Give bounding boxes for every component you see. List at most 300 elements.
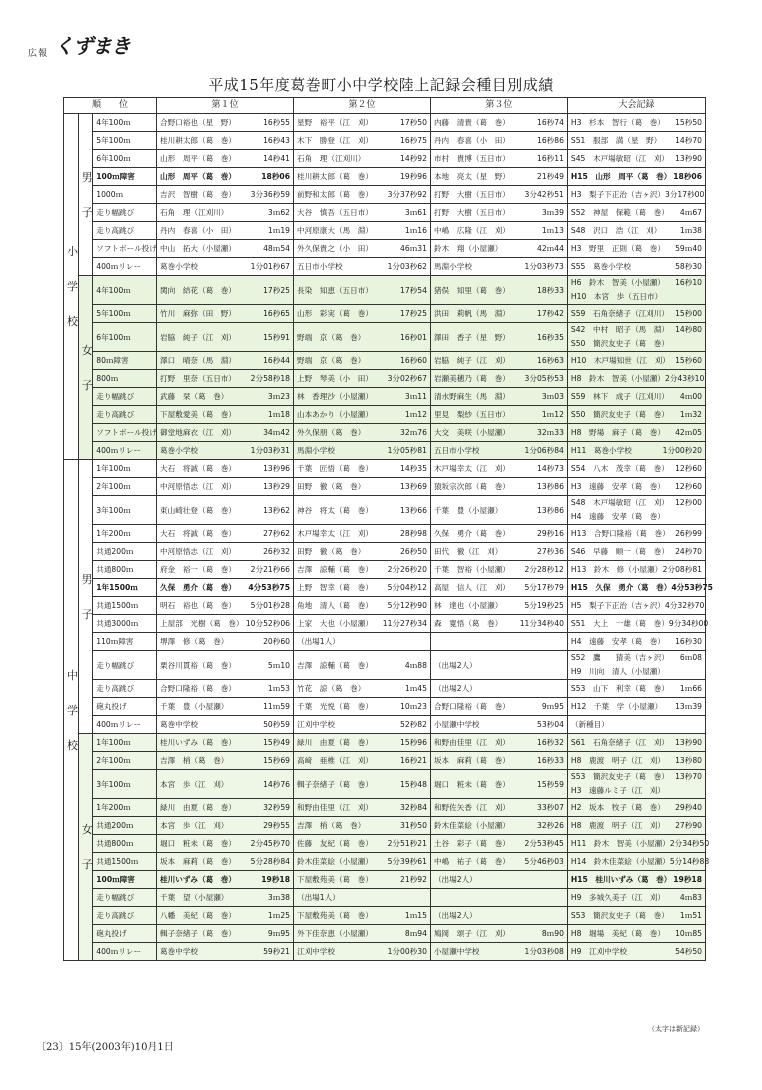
athlete-name: 打野 大樹（五日市） xyxy=(433,208,510,217)
first-place-cell xyxy=(157,424,294,442)
result-value: 28秒98 xyxy=(400,529,427,538)
result-value: 4ｍ00 xyxy=(679,392,702,401)
meet-record-cell xyxy=(567,525,705,543)
table-row xyxy=(64,615,706,633)
sex-label: 女 子 xyxy=(78,276,93,460)
athlete-name: 桂川耕太郎（葛 巻） xyxy=(160,136,236,145)
result-value: 46ｍ31 xyxy=(400,244,427,253)
first-place-cell xyxy=(157,716,294,734)
first-place-cell xyxy=(157,496,294,525)
result-value: 8ｍ94 xyxy=(404,929,427,938)
meet-record-cell xyxy=(567,698,705,716)
third-place-cell xyxy=(430,799,567,817)
third-place-cell xyxy=(430,258,567,276)
result-value: 29秒16 xyxy=(536,529,564,538)
result-value: 19秒18 xyxy=(261,875,290,884)
sex-label: 男 子 xyxy=(78,460,93,734)
first-place-cell xyxy=(157,579,294,597)
result-value: 4ｍ88 xyxy=(404,660,427,670)
table-row xyxy=(64,853,706,871)
result-value: 13秒66 xyxy=(400,505,427,515)
table-row xyxy=(64,150,706,168)
athlete-name: H10 木戸場知世（江 刈） xyxy=(570,356,670,365)
result-value: 4ｍ67 xyxy=(679,208,702,217)
first-place-cell xyxy=(157,258,294,276)
athlete-name: 合野口隆裕（葛 巻） xyxy=(160,684,236,693)
result-value: 26秒32 xyxy=(263,547,290,556)
event-name: 400ｍリレー xyxy=(93,943,157,961)
meet-record-cell xyxy=(567,132,705,150)
event-name: 共通1500ｍ xyxy=(93,597,157,615)
table-row xyxy=(64,132,706,150)
athlete-name: 長染 知恵（五日市） xyxy=(297,285,373,295)
table-row xyxy=(64,525,706,543)
legend-note: （太字は新記録） xyxy=(648,1025,704,1033)
athlete-name: 小屋瀬中学校 xyxy=(433,947,480,956)
meet-record-cell xyxy=(567,388,705,406)
third-place-cell xyxy=(430,633,567,651)
athlete-name: 佐藤 友紀（葛 巻） xyxy=(297,839,373,848)
athlete-name: 高﨑 亜椎（江 刈） xyxy=(297,756,373,765)
athlete-name: 大交 美咲（小屋瀬） xyxy=(433,428,510,437)
athlete-name: H8 鈴木 智美（小屋瀬） xyxy=(570,374,665,383)
athlete-name: 千葉 匠悟（葛 巻） xyxy=(297,464,373,473)
athlete-name: H14 鈴木佳菜絵（小屋瀬） xyxy=(570,857,670,866)
athlete-name: H3 杉本 智行（葛 巻） xyxy=(570,118,665,127)
athlete-name: 吉澤 梢（葛 巻） xyxy=(160,756,229,765)
result-value: 2分45秒70 xyxy=(250,839,290,848)
athlete-name: 葛巻小学校 xyxy=(160,446,199,455)
athlete-name: S48 沢口 浩（江 刈） xyxy=(570,226,662,235)
first-place-cell xyxy=(157,698,294,716)
result-value: 27秒36 xyxy=(536,547,564,556)
table-row xyxy=(64,276,706,305)
athlete-name: 吉澤 諒輔（葛 巻） xyxy=(297,565,373,574)
athlete-name: 下屋敷愛美（葛 巻） xyxy=(160,410,236,419)
result-value: 31秒50 xyxy=(400,821,427,830)
athlete-name: H9 多城久美子（江 刈） xyxy=(570,893,665,902)
result-value: 4分53秒75 xyxy=(671,583,713,592)
result-value: 15秒69 xyxy=(263,756,290,765)
first-place-cell xyxy=(157,651,294,680)
meet-record-cell xyxy=(567,716,705,734)
meet-record-cell xyxy=(567,680,705,698)
athlete-name: 山形 彩実（葛 巻） xyxy=(297,309,373,318)
result-value: 11ｍ59 xyxy=(263,702,290,711)
result-value: 54秒50 xyxy=(675,947,702,956)
athlete-name: 馬淵小学校 xyxy=(433,262,472,271)
athlete-name: 桂川いずみ（葛 巻） xyxy=(160,875,236,884)
result-value: 50秒59 xyxy=(263,720,290,729)
first-place-cell xyxy=(157,478,294,496)
result-value: 5分39秒61 xyxy=(387,857,427,866)
athlete-name: S59 林下 成子（江刈川） xyxy=(570,392,669,401)
result-value: 2分28秒12 xyxy=(524,565,564,574)
athlete-name: 江刈中学校 xyxy=(297,947,335,956)
athlete-name: 五日市小学校 xyxy=(297,262,343,271)
athlete-name: 大谷 慎吾（五日市） xyxy=(297,208,373,217)
third-place-cell xyxy=(430,889,567,907)
table-row xyxy=(64,597,706,615)
header-third: 第３位 xyxy=(430,98,567,114)
result-value: 1分03秒73 xyxy=(524,262,564,271)
third-place-cell xyxy=(430,817,567,835)
first-place-cell xyxy=(157,406,294,424)
athlete-name: 澤口 晴奈（馬 淵） xyxy=(160,356,236,365)
athlete-name: H9 川向 清人（小屋瀬） xyxy=(570,667,665,676)
athlete-name: 田野 徹（葛 巻） xyxy=(297,547,366,556)
result-value: 12秒60 xyxy=(675,482,702,491)
third-place-cell xyxy=(430,525,567,543)
athlete-name: （出場2人） xyxy=(433,875,477,884)
athlete-name: H13 合野口隆裕（葛 巻） xyxy=(570,529,670,538)
meet-record-cell xyxy=(567,597,705,615)
result-value: 19秒18 xyxy=(673,875,702,884)
event-name: 4年100ｍ xyxy=(93,114,157,132)
result-value: 3ｍ23 xyxy=(267,392,290,401)
result-value: 16秒11 xyxy=(536,154,564,163)
athlete-name: 土谷 彩子（葛 巻） xyxy=(433,839,510,848)
meet-record-cell xyxy=(567,752,705,770)
athlete-name: 下屋敷苑美（葛 巻） xyxy=(297,911,373,920)
result-value: 3分02秒67 xyxy=(387,374,427,383)
second-place-cell xyxy=(294,276,431,305)
first-place-cell xyxy=(157,752,294,770)
result-value: 32秒59 xyxy=(263,803,290,812)
third-place-cell xyxy=(430,305,567,323)
second-place-cell xyxy=(294,496,431,525)
athlete-name: 角地 清人（葛 巻） xyxy=(297,601,373,610)
second-place-cell xyxy=(294,186,431,204)
result-value: 3ｍ38 xyxy=(267,893,290,902)
result-value: 19秒96 xyxy=(400,172,427,181)
athlete-name: 岩脇 純子（江 刈） xyxy=(433,356,510,365)
athlete-name: 久保 勇介（葛 巻） xyxy=(433,529,510,538)
result-value: 16秒30 xyxy=(675,637,702,646)
event-name: 走り幅跳び xyxy=(93,388,157,406)
athlete-name: 江刈中学校 xyxy=(297,720,335,729)
result-value: 1ｍ38 xyxy=(679,226,702,235)
result-value: 2分43秒10 xyxy=(664,374,705,383)
athlete-name: H6 鈴木 智美（小屋瀬） xyxy=(570,278,665,287)
second-place-cell xyxy=(294,817,431,835)
meet-record-cell xyxy=(567,168,705,186)
second-place-cell xyxy=(294,388,431,406)
event-name: 100ｍ障害 xyxy=(93,168,157,186)
athlete-name: 神谷 将太（葛 巻） xyxy=(297,505,373,515)
athlete-name: 中河原悟志（江 刈） xyxy=(160,482,236,491)
event-name: 砲丸投げ xyxy=(93,698,157,716)
result-value: 10ｍ23 xyxy=(400,702,427,711)
table-row xyxy=(64,680,706,698)
second-place-cell xyxy=(294,240,431,258)
athlete-name: 和野由佳里（江 刈） xyxy=(433,738,510,747)
table-header-row xyxy=(64,98,706,114)
result-value: 3ｍ61 xyxy=(404,208,427,217)
second-place-cell xyxy=(294,680,431,698)
result-value: 34ｍ42 xyxy=(263,428,290,437)
result-value: 52秒82 xyxy=(400,720,427,729)
result-value: 6ｍ08 xyxy=(679,653,702,662)
table-row xyxy=(64,752,706,770)
second-place-cell xyxy=(294,651,431,680)
athlete-name: S50 簡沢友史子（葛 巻） xyxy=(570,410,669,419)
result-value: 4分53秒75 xyxy=(248,583,290,592)
result-value: 18秒33 xyxy=(536,285,564,295)
result-value: 13秒80 xyxy=(675,756,702,765)
first-place-cell xyxy=(157,770,294,799)
result-value: 5分28秒84 xyxy=(250,857,290,866)
first-place-cell xyxy=(157,186,294,204)
result-value: 3分37秒92 xyxy=(387,190,427,199)
table-row xyxy=(64,734,706,752)
first-place-cell xyxy=(157,132,294,150)
header-rank: 順 位 xyxy=(64,98,157,114)
result-value: 27秒90 xyxy=(675,821,702,830)
result-value: 16秒65 xyxy=(263,309,290,318)
result-value: 32ｍ33 xyxy=(536,428,564,437)
result-value: 1ｍ45 xyxy=(404,684,427,693)
athlete-name: S53 簡沢友史子（葛 巻） xyxy=(570,772,669,781)
athlete-name: 吉沢 智樹（葛 巻） xyxy=(160,190,236,199)
athlete-name: （出場2人） xyxy=(433,660,477,670)
third-place-cell xyxy=(430,132,567,150)
athlete-name: 竹川 麻弥（田 野） xyxy=(160,309,236,318)
event-name: 80ｍ障害 xyxy=(93,352,157,370)
athlete-name: 市村 貴博（五日市） xyxy=(433,154,510,163)
first-place-cell xyxy=(157,817,294,835)
result-value: 1ｍ15 xyxy=(404,911,427,920)
result-value: 16秒60 xyxy=(400,356,427,365)
athlete-name: 本宮 歩（江 刈） xyxy=(160,779,229,789)
result-value: 16秒63 xyxy=(536,356,564,365)
event-name: 6年100ｍ xyxy=(93,150,157,168)
second-place-cell xyxy=(294,770,431,799)
first-place-cell xyxy=(157,305,294,323)
result-value: 1ｍ66 xyxy=(679,684,702,693)
meet-record-cell xyxy=(567,734,705,752)
result-value: 32秒26 xyxy=(536,821,564,830)
second-place-cell xyxy=(294,925,431,943)
first-place-cell xyxy=(157,889,294,907)
first-place-cell xyxy=(157,370,294,388)
athlete-name: （出場1人） xyxy=(297,637,340,646)
first-place-cell xyxy=(157,222,294,240)
third-place-cell xyxy=(430,597,567,615)
result-value: 15秒96 xyxy=(400,738,427,747)
event-name: 共通200ｍ xyxy=(93,543,157,561)
athlete-name: 澤田 香子（星 野） xyxy=(433,332,510,342)
meet-record-cell xyxy=(567,925,705,943)
result-value: 14秒35 xyxy=(400,464,427,473)
athlete-name: 上家 大也（小屋瀬） xyxy=(297,619,373,628)
result-value: 24秒70 xyxy=(675,547,702,556)
table-row xyxy=(64,579,706,597)
event-name: 走り高跳び xyxy=(93,907,157,925)
third-place-cell xyxy=(430,615,567,633)
result-value: 15秒00 xyxy=(675,309,702,318)
athlete-name: 合野口裕也（星 野） xyxy=(160,118,236,127)
third-place-cell xyxy=(430,871,567,889)
third-place-cell xyxy=(430,853,567,871)
event-name: 2年100ｍ xyxy=(93,478,157,496)
second-place-cell xyxy=(294,579,431,597)
athlete-name: H3 梨子下正治（吉ヶ沢） xyxy=(570,190,665,199)
athlete-name: 中嶋 広隆（江 刈） xyxy=(433,226,510,235)
athlete-name: 鈴木佳菜絵（小屋瀬） xyxy=(433,821,510,830)
event-name: 1年100ｍ xyxy=(93,734,157,752)
event-name: 走り高跳び xyxy=(93,680,157,698)
result-value: 1ｍ19 xyxy=(267,226,290,235)
meet-record-cell xyxy=(567,305,705,323)
third-place-cell xyxy=(430,680,567,698)
second-place-cell xyxy=(294,561,431,579)
results-table xyxy=(63,97,713,961)
athlete-name: 堀口 粧未（葛 巻） xyxy=(160,839,236,848)
event-name: 砲丸投げ xyxy=(93,925,157,943)
third-place-cell xyxy=(430,496,567,525)
table-row xyxy=(64,442,706,460)
meet-record-cell xyxy=(567,907,705,925)
first-place-cell xyxy=(157,799,294,817)
athlete-name: H15 久保 勇介（葛 巻） xyxy=(570,583,672,592)
athlete-name: 石角 理（江刈川） xyxy=(160,208,229,217)
result-value: 13秒90 xyxy=(675,154,702,163)
table-row xyxy=(64,478,706,496)
third-place-cell xyxy=(430,835,567,853)
result-value: 32ｍ76 xyxy=(400,428,427,437)
result-value: 17秒25 xyxy=(400,309,427,318)
athlete-name: 坂本 麻莉（葛 巻） xyxy=(160,857,236,866)
result-value: 29秒40 xyxy=(675,803,702,812)
second-place-cell xyxy=(294,525,431,543)
header-second: 第２位 xyxy=(294,98,431,114)
result-value: 13秒29 xyxy=(263,482,290,491)
result-value: 3ｍ62 xyxy=(267,208,290,217)
result-value: 5分04秒12 xyxy=(387,583,427,592)
athlete-name: 千葉 豊（小屋瀬） xyxy=(433,505,503,515)
table-row xyxy=(64,258,706,276)
athlete-name: 久保 勇介（葛 巻） xyxy=(160,583,236,592)
athlete-name: H11 葛巻小学校 xyxy=(570,446,632,455)
athlete-name: H8 鹿渡 明子（江 刈） xyxy=(570,821,665,830)
second-place-cell xyxy=(294,752,431,770)
result-value: 2分51秒21 xyxy=(387,839,427,848)
athlete-name: 前野和太郎（葛 巻） xyxy=(297,190,373,199)
result-value: 1分00秒20 xyxy=(662,446,702,455)
first-place-cell xyxy=(157,323,294,352)
result-value: 9分34秒00 xyxy=(668,619,709,628)
second-place-cell xyxy=(294,204,431,222)
athlete-name: S52 鷹 猜美（吉ヶ沢） xyxy=(570,653,669,662)
athlete-name: 上野 智幸（葛 巻） xyxy=(297,583,373,592)
athlete-name: 野端 京（葛 巻） xyxy=(297,356,366,365)
sex-label: 男 子 xyxy=(78,114,93,276)
result-value: 18秒06 xyxy=(261,172,290,181)
event-name: ソフトボール投げ xyxy=(93,240,157,258)
meet-record-cell xyxy=(567,406,705,424)
athlete-name: S61 石角奈緒子（江 刈） xyxy=(570,738,669,747)
athlete-name: 外久保朋（葛 巻） xyxy=(297,428,366,437)
stage-label: 小 学 校 xyxy=(64,114,79,460)
athlete-name: H8 野場 麻子（葛 巻） xyxy=(570,428,665,437)
table-row xyxy=(64,651,706,680)
third-place-cell xyxy=(430,323,567,352)
athlete-name: 輯子奈緒子（葛 巻） xyxy=(297,779,373,789)
event-name: 走り高跳び xyxy=(93,406,157,424)
third-place-cell xyxy=(430,716,567,734)
first-place-cell xyxy=(157,150,294,168)
result-value: 12秒00 xyxy=(675,498,702,507)
result-value: 15秒60 xyxy=(675,356,702,365)
event-name: 1000ｍ xyxy=(93,186,157,204)
first-place-cell xyxy=(157,853,294,871)
second-place-cell xyxy=(294,597,431,615)
second-place-cell xyxy=(294,835,431,853)
event-name: 1年200ｍ xyxy=(93,525,157,543)
table-row xyxy=(64,406,706,424)
results-table-container xyxy=(63,97,713,961)
meet-record-cell xyxy=(567,276,705,305)
result-value: 26秒50 xyxy=(400,547,427,556)
result-value: 16秒10 xyxy=(675,278,702,287)
second-place-cell xyxy=(294,222,431,240)
result-value: 5分14秒88 xyxy=(669,857,710,866)
first-place-cell xyxy=(157,680,294,698)
athlete-name: 八幡 美紀（葛 巻） xyxy=(160,911,236,920)
result-value: 16秒86 xyxy=(536,136,564,145)
result-value: 1ｍ18 xyxy=(267,410,290,419)
result-value: 10分52秒06 xyxy=(245,619,290,628)
athlete-name: S53 山下 利幸（葛 巻） xyxy=(570,684,669,693)
result-value: 16秒43 xyxy=(263,136,290,145)
athlete-name: 御堂地麻衣（江 刈） xyxy=(160,428,236,437)
meet-record-cell xyxy=(567,323,705,352)
meet-record-cell xyxy=(567,543,705,561)
third-place-cell xyxy=(430,388,567,406)
meet-record-cell xyxy=(567,496,705,525)
meet-record-cell xyxy=(567,579,713,597)
event-name: 共通1500ｍ xyxy=(93,853,157,871)
result-value: 16秒75 xyxy=(400,136,427,145)
meet-record-cell xyxy=(567,651,705,680)
athlete-name: （出場2人） xyxy=(433,911,477,920)
third-place-cell xyxy=(430,406,567,424)
result-value: 15秒50 xyxy=(675,118,702,127)
result-value: 9ｍ95 xyxy=(267,929,290,938)
result-value: 3分36秒59 xyxy=(250,190,290,199)
athlete-name: 鈴木佳菜絵（小屋瀬） xyxy=(297,857,373,866)
header-first: 第１位 xyxy=(157,98,294,114)
second-place-cell xyxy=(294,871,431,889)
athlete-name: 山形 周平（葛 巻） xyxy=(160,172,236,181)
athlete-name: 五日市小学校 xyxy=(433,446,480,455)
result-value: 5分17秒79 xyxy=(524,583,564,592)
first-place-cell xyxy=(157,240,294,258)
table-row xyxy=(64,370,706,388)
table-body xyxy=(64,114,713,961)
athlete-name: 中河原悟志（江 刈） xyxy=(160,547,236,556)
meet-record-cell xyxy=(567,817,705,835)
result-value: 1分06秒84 xyxy=(524,446,564,455)
second-place-cell xyxy=(294,424,431,442)
meet-record-cell xyxy=(567,561,705,579)
second-place-cell xyxy=(294,543,431,561)
meet-record-cell xyxy=(567,943,705,961)
athlete-name: 洪田 莉帆（馬 淵） xyxy=(433,309,510,318)
athlete-name: （出場1人） xyxy=(297,893,340,902)
result-value: 13秒69 xyxy=(400,482,427,491)
